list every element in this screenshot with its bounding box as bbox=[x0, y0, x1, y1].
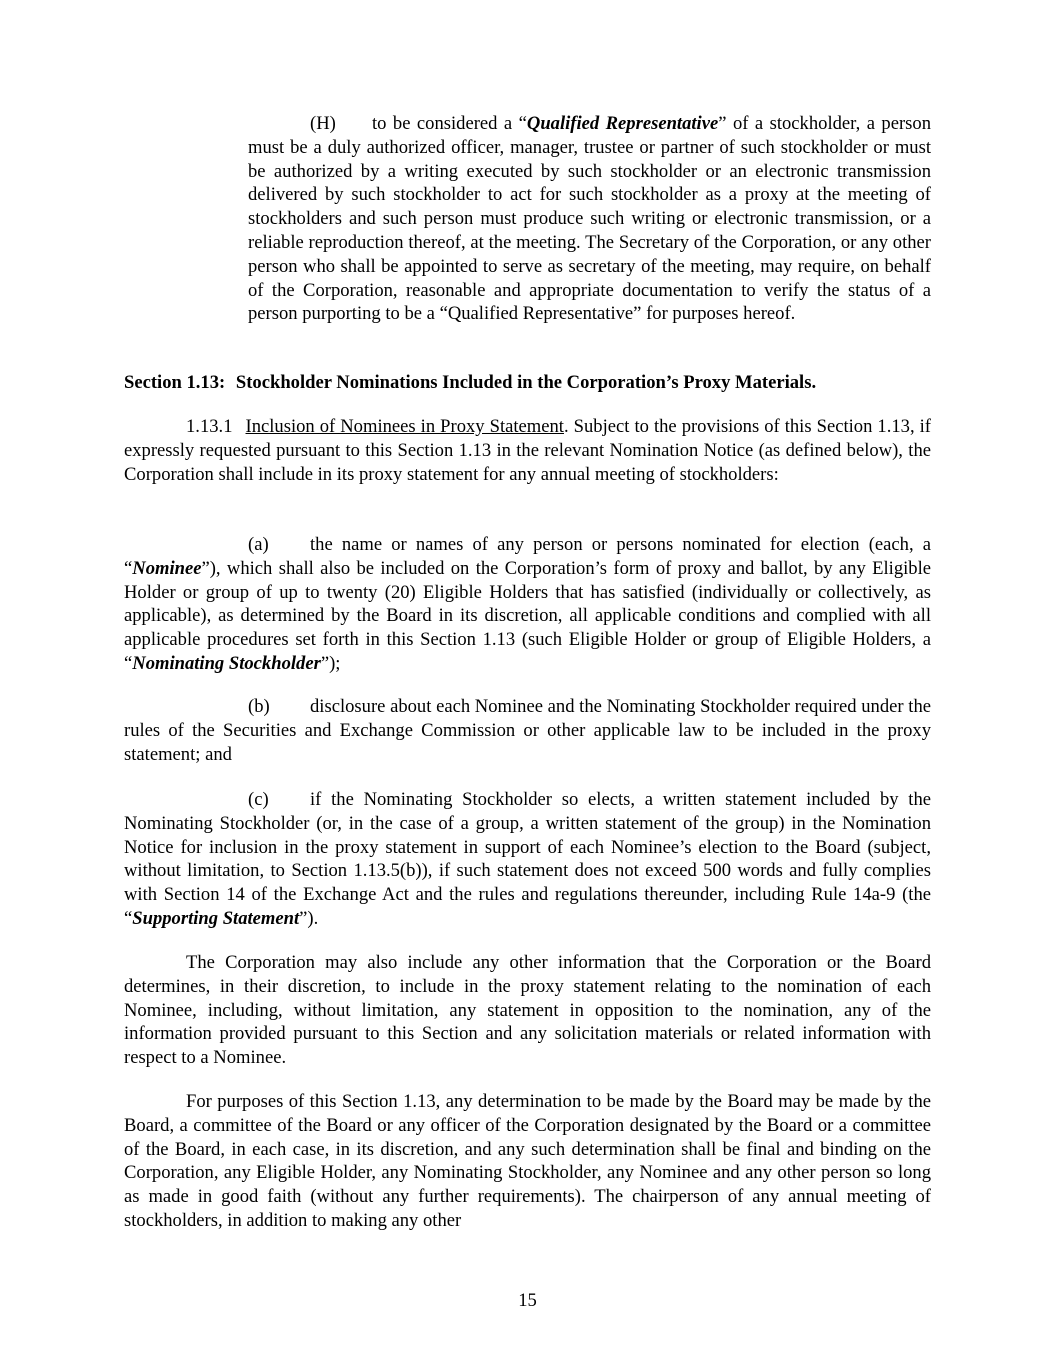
paragraph-text: . Subject to the provisions of this Section 1.13, if expressly requested pursuant to this Section 1.13 in the relevant Nomination Notice (as defined below), the Corporation shall include in its proxy statement for any annual meeting of stockholders: bbox=[124, 416, 931, 485]
defined-term: Nominee bbox=[132, 557, 202, 579]
paragraph-label: (a) bbox=[248, 534, 269, 555]
paragraph-text: For purposes of this Section 1.13, any determination to be made by the Board may be made by the Board, a committee of the Board or any officer of the Corporation designated by the Board or a committee of the Board, in each case, in its discretion, and any such determination shall be final and binding on the Corporation, any Eligible Holder, any Nominating Stockholder, any Nominee and any other person so long as made in good faith (without any further requirements). The chairperson of any annual meeting of stockholders, in addition to making any other bbox=[124, 1091, 931, 1231]
paragraph-b bbox=[124, 695, 931, 766]
paragraph-text: The Corporation may also include any other information that the Corporation or the Board determines, in their discretion, to include in the proxy statement relating to the nomination of each Nominee, including, without limitation, any statement in opposition to the nomination, any of the information provided pursuant to this Section and any solicitation materials or related information with respect to a Nominee. bbox=[124, 952, 931, 1069]
paragraph-text: ” of a stockholder, a person must be a duly authorized officer, manager, trustee or partner of such stockholder or must be authorized by a writing executed by such stockholder or an electronic transmission delivered by such stockholder to act for such stockholder as a proxy at the meeting of stockholders and such person must produce such writing or electronic transmission, or a reliable reproduction thereof, at the meeting. The Secretary of the Corporation, or any other person who shall be appointed to serve as secretary of the meeting, may require, on behalf of the Corporation, reasonable and appropriate documentation to verify the status of a person purporting to be a “Qualified Representative” for purposes hereof. bbox=[248, 113, 931, 325]
paragraph-for-purposes bbox=[124, 1090, 931, 1233]
paragraph-a bbox=[124, 533, 931, 676]
paragraph-qualified-representative bbox=[248, 112, 931, 326]
subsection-number: 1.13.1 bbox=[186, 416, 233, 437]
section-number: Section 1.13: bbox=[124, 372, 226, 393]
section-title: Stockholder Nominations Included in the Corporation’s Proxy Materials. bbox=[235, 372, 817, 393]
defined-term: Supporting Statement bbox=[132, 907, 300, 929]
paragraph-c bbox=[124, 788, 931, 931]
paragraph-text: ”), which shall also be included on the Corporation’s form of proxy and ballot, by any Eligible Holder or group of up to twenty (20) Eligible Holders that has satisfied (individually or collectively, as applicable), as determined by the Board in its discretion, all applicable conditions and complied with all applicable procedures set forth in this Section 1.13 (such Eligible Holder or group of Eligible Holders, a “ bbox=[124, 557, 931, 674]
paragraph-text: ”); bbox=[320, 652, 341, 674]
paragraph-corporation-may-include bbox=[124, 951, 931, 1070]
paragraph-label: (H) bbox=[310, 113, 336, 134]
paragraph-1-13-1 bbox=[124, 415, 931, 486]
paragraph-label: (b) bbox=[248, 696, 270, 717]
paragraph-text: ”). bbox=[299, 907, 319, 929]
paragraph-text: disclosure about each Nominee and the Nominating Stockholder required under the rules of the Securities and Exchange Commission or other applicable law to be included in the proxy statement; and bbox=[124, 696, 931, 765]
defined-term: Nominating Stockholder bbox=[132, 652, 321, 674]
paragraph-label: (c) bbox=[248, 789, 269, 810]
subsection-caption: Inclusion of Nominees in Proxy Statement bbox=[245, 416, 564, 437]
page-number: 15 bbox=[518, 1290, 537, 1311]
paragraph-text: to be considered a “ bbox=[372, 113, 527, 134]
section-heading bbox=[124, 371, 931, 395]
paragraph-text: the name or names of any person or persons nominated for election (each, a “ bbox=[124, 534, 931, 579]
defined-term: Qualified Representative bbox=[526, 113, 719, 134]
paragraph-text: if the Nominating Stockholder so elects, a written statement included by the Nominating Stockholder (or, in the case of a group, a written statement of the group) in the Nomination Notice for inclusion in the proxy statement in support of each Nominee’s election to the Board (subject, without limitation, to Section 1.13.5(b)), if such statement does not exceed 500 words and fully complies with Section 14 of the Exchange Act and the rules and regulations thereunder, including Rule 14a-9 (the “ bbox=[124, 789, 931, 929]
